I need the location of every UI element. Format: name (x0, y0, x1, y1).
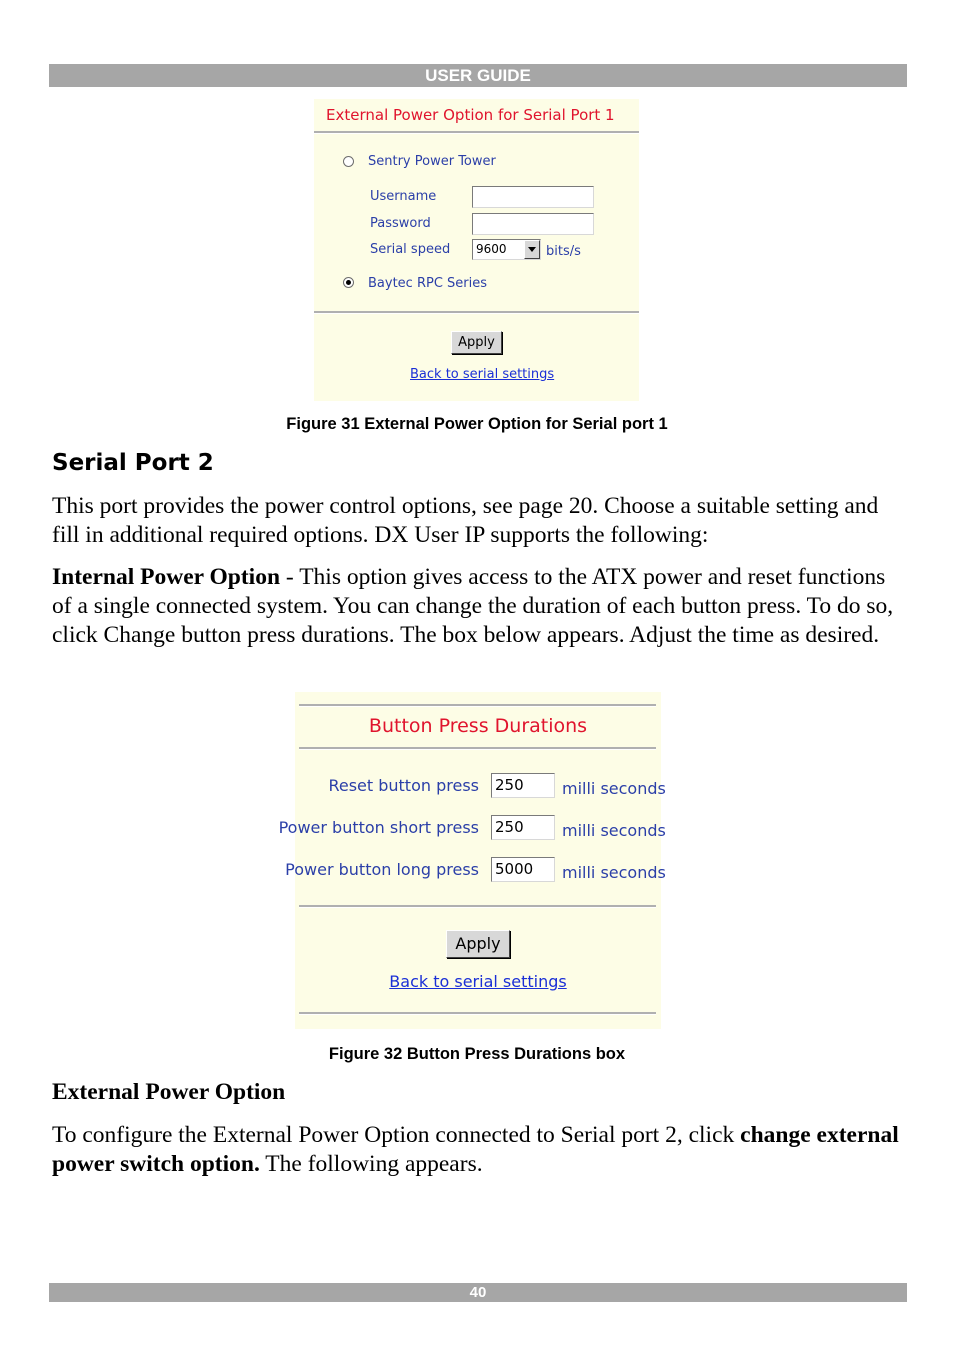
short-press-input[interactable]: 250 (491, 815, 555, 840)
short-press-unit: milli seconds (562, 821, 666, 840)
divider (314, 311, 639, 314)
header-bar (49, 64, 907, 87)
figure-32-caption: Figure 32 Button Press Durations box (328, 1045, 626, 1063)
divider (314, 131, 639, 134)
radio-selected-dot (346, 280, 351, 285)
baytec-option-label: Baytec RPC Series (368, 276, 488, 291)
reset-press-unit: milli seconds (562, 779, 666, 798)
page-number: 40 (469, 1284, 487, 1301)
sentry-radio[interactable] (343, 156, 354, 167)
external-power-paragraph (52, 1121, 908, 1179)
reset-press-label: Reset button press (328, 776, 479, 795)
internal-power-paragraph (52, 563, 908, 650)
serial-speed-label: Serial speed (370, 242, 451, 257)
internal-power-text: - This option gives access to the ATX power and reset functions of a single connected system. You can change the duration of each button press. To do so, click Change button press durations. The box below appears. Adjust the time as desired. (52, 564, 894, 648)
footer-bar (49, 1283, 907, 1302)
back-to-serial-settings-link[interactable]: Back to serial settings (410, 367, 555, 382)
external-text-end: The following appears. (259, 1151, 483, 1177)
password-label: Password (370, 216, 431, 231)
short-press-label: Power button short press (278, 818, 479, 837)
serial-speed-unit: bits/s (546, 244, 581, 259)
divider (299, 747, 656, 750)
button-press-durations-panel (278, 692, 666, 1029)
reset-press-input[interactable]: 250 (491, 773, 555, 798)
section-heading: Serial Port 2 (52, 450, 214, 476)
password-input[interactable] (472, 213, 594, 235)
sentry-option-label: Sentry Power Tower (368, 154, 496, 169)
long-press-label: Power button long press (285, 860, 479, 879)
intro-paragraph: This port provides the power control options, see page 20. Choose a suitable setting and fill in additional required options. DX User IP supports the following: (52, 493, 879, 548)
chevron-down-icon[interactable] (524, 240, 540, 259)
divider (299, 704, 656, 707)
external-power-panel (314, 99, 639, 401)
figure-31-caption: Figure 31 External Power Option for Serial port 1 (286, 415, 668, 433)
panel-title: Button Press Durations (368, 715, 588, 737)
apply-button[interactable]: Apply (451, 331, 502, 354)
back-to-serial-settings-link[interactable]: Back to serial settings (389, 972, 567, 991)
baytec-radio[interactable] (343, 277, 354, 288)
long-press-input[interactable]: 5000 (491, 857, 555, 882)
header-title: USER GUIDE (425, 66, 531, 85)
panel-title: External Power Option for Serial Port 1 (326, 106, 615, 124)
external-power-heading: External Power Option (52, 1079, 286, 1105)
long-press-unit: milli seconds (562, 863, 666, 882)
username-input[interactable] (472, 186, 594, 208)
external-text-bold: change external power switch option. (52, 1122, 899, 1177)
external-text-start: To configure the External Power Option connected to Serial port 2, click (52, 1122, 741, 1148)
serial-speed-value: 9600 (476, 242, 507, 256)
divider (299, 905, 656, 908)
serial-speed-select[interactable] (472, 239, 541, 260)
internal-power-term: Internal Power Option (52, 564, 281, 590)
username-label: Username (370, 189, 437, 204)
divider (299, 1012, 656, 1015)
apply-button[interactable]: Apply (446, 930, 510, 958)
